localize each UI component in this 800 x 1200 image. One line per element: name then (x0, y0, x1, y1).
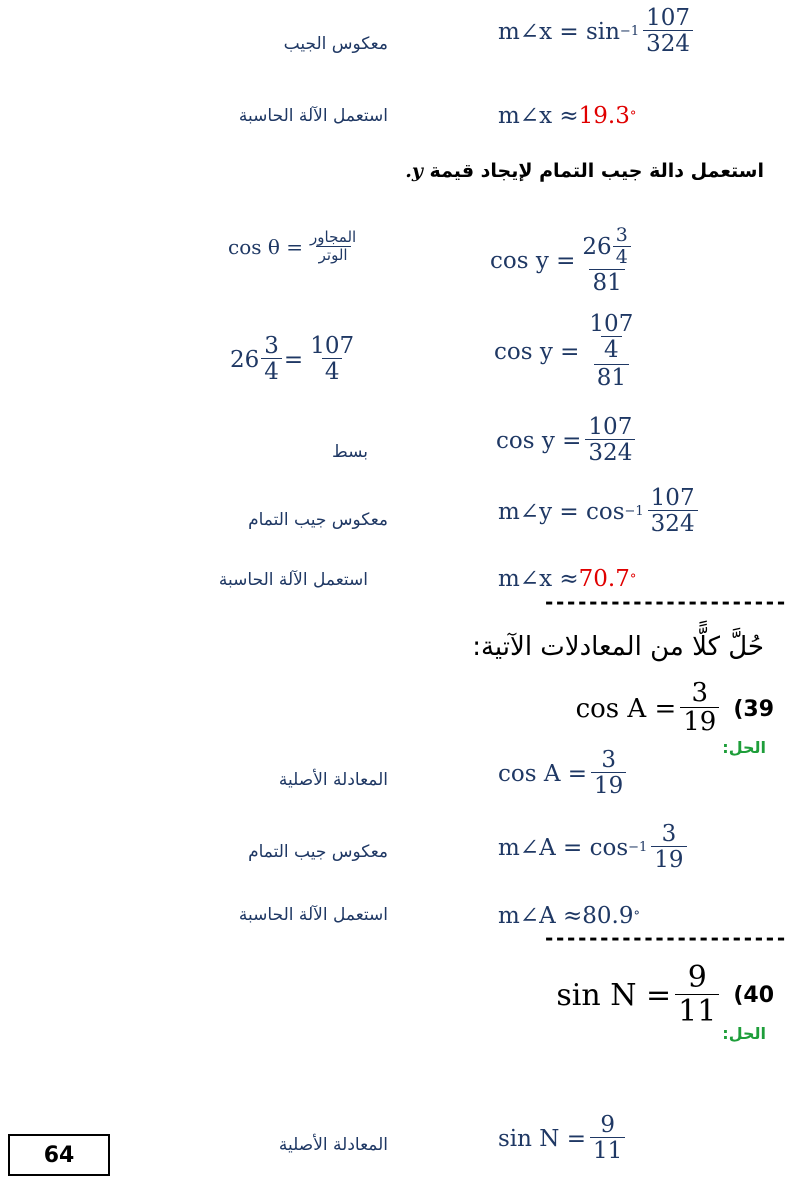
numerator: 107 (588, 414, 633, 440)
equation-cos-y-mixed (490, 226, 639, 296)
equation-lhs: cos y = (494, 338, 580, 365)
result-value: 80.9 (582, 903, 634, 929)
result-value: 70.7 (578, 566, 630, 592)
equation-lhs: m∠A ≈ (498, 903, 583, 929)
small-denominator: 4 (613, 246, 631, 269)
equation-lhs: sin N = (556, 978, 672, 1013)
degree-symbol: ° (629, 108, 637, 124)
numerator: 9 (687, 960, 707, 995)
denominator: 19 (651, 846, 686, 873)
equation-original-40 (498, 1113, 629, 1165)
note-numerator2: 107 (310, 333, 355, 359)
problem-number: (40 (733, 983, 774, 1008)
numerator: 107 (650, 485, 695, 511)
equation-inverse-sine-x (498, 6, 697, 58)
note-denominator2: 4 (322, 358, 343, 385)
note-numerator: 3 (264, 333, 279, 359)
exponent: −1 (619, 24, 640, 40)
heading-text: استعمل دالة جيب التمام لإيجاد قيمة (429, 160, 764, 182)
note-numerator: المجاور (310, 228, 357, 246)
denominator: 11 (675, 994, 719, 1030)
denominator: 19 (680, 707, 719, 738)
note-inverse-sine: معكوس الجيب (283, 34, 388, 54)
denominator: 19 (591, 772, 626, 799)
equation-result-x (498, 103, 636, 129)
equation-lhs: m∠A = cos (498, 834, 629, 861)
heading-find-y (405, 160, 764, 182)
problem-40-statement (556, 962, 774, 1029)
denominator: 324 (585, 439, 635, 466)
note-inverse-cos: معكوس جيب التمام (248, 510, 388, 530)
note-lhs: cos θ = (228, 235, 304, 259)
exponent: −1 (624, 504, 644, 520)
problem-40-equation (556, 962, 723, 1029)
numerator: 107 (646, 5, 690, 31)
solution-label-40: الحل: (722, 1024, 766, 1043)
note-inverse-cos-A: معكوس جيب التمام (248, 842, 388, 862)
denominator: 324 (648, 510, 698, 537)
equation-lhs: cos A = (575, 694, 677, 725)
denominator: 11 (590, 1137, 625, 1164)
equation-result-y (498, 566, 636, 592)
inner-numerator: 107 (589, 311, 634, 337)
note-calculator: استعمل الآلة الحاسبة (238, 106, 388, 126)
equation-lhs: m∠x ≈ (498, 103, 579, 129)
equation-lhs: m∠x ≈ (498, 566, 579, 592)
denominator: 81 (594, 364, 629, 391)
equation-lhs: m∠y = cos (498, 498, 625, 525)
note-cos-definition (228, 230, 363, 264)
note-calculator-3: استعمل الآلة الحاسبة (238, 905, 388, 925)
degree-symbol: ° (629, 571, 637, 587)
numerator: 3 (691, 678, 709, 708)
note-calculator-2: استعمل الآلة الحاسبة (218, 570, 368, 590)
separator-dashes-2: ---------------------- (543, 926, 786, 950)
solve-heading: حُلَّ كلًّا من المعادلات الآتية: (472, 632, 764, 662)
small-numerator: 3 (615, 224, 628, 246)
note-mixed-to-improper (230, 334, 361, 386)
problem-39-equation (576, 680, 724, 738)
equation-inverse-cos-y (498, 486, 702, 538)
note-original-equation: المعادلة الأصلية (278, 770, 388, 790)
separator-dashes: ---------------------- (543, 590, 786, 614)
degree-symbol: ° (633, 908, 640, 924)
equation-lhs: cos y = (490, 248, 576, 275)
equation-lhs: sin N = (498, 1125, 586, 1152)
numerator: 9 (600, 1112, 615, 1138)
exponent: −1 (628, 840, 648, 856)
numerator (583, 312, 639, 364)
note-denominator: 4 (261, 358, 282, 385)
note-equals: = (283, 346, 304, 373)
equation-lhs: cos A = (498, 760, 588, 787)
numerator: 3 (661, 821, 677, 847)
numerator: 3 (601, 747, 616, 773)
note-original-equation-40: المعادلة الأصلية (278, 1135, 388, 1155)
equation-inverse-cos-A (498, 822, 691, 874)
note-denominator: الوتر (316, 246, 351, 264)
denominator: 324 (643, 30, 693, 57)
heading-variable: y. (405, 160, 423, 182)
problem-number: (39 (733, 696, 774, 722)
numerator (579, 226, 634, 269)
page-number: 64 (8, 1134, 110, 1176)
inner-denominator: 4 (601, 336, 622, 363)
result-value: 19.3 (578, 103, 630, 129)
equation-lhs: m∠x = sin (498, 18, 620, 45)
denominator: 81 (589, 269, 624, 296)
equation-cos-y-simplified (496, 415, 639, 467)
problem-39-statement (576, 680, 774, 738)
equation-cos-y-improper (494, 312, 643, 391)
whole-part: 26 (582, 234, 612, 261)
equation-original-39 (498, 748, 630, 800)
note-whole: 26 (230, 346, 260, 373)
equation-lhs: cos y = (496, 427, 582, 454)
solution-label-39: الحل: (722, 738, 766, 757)
note-simplify: بسط (331, 442, 368, 462)
